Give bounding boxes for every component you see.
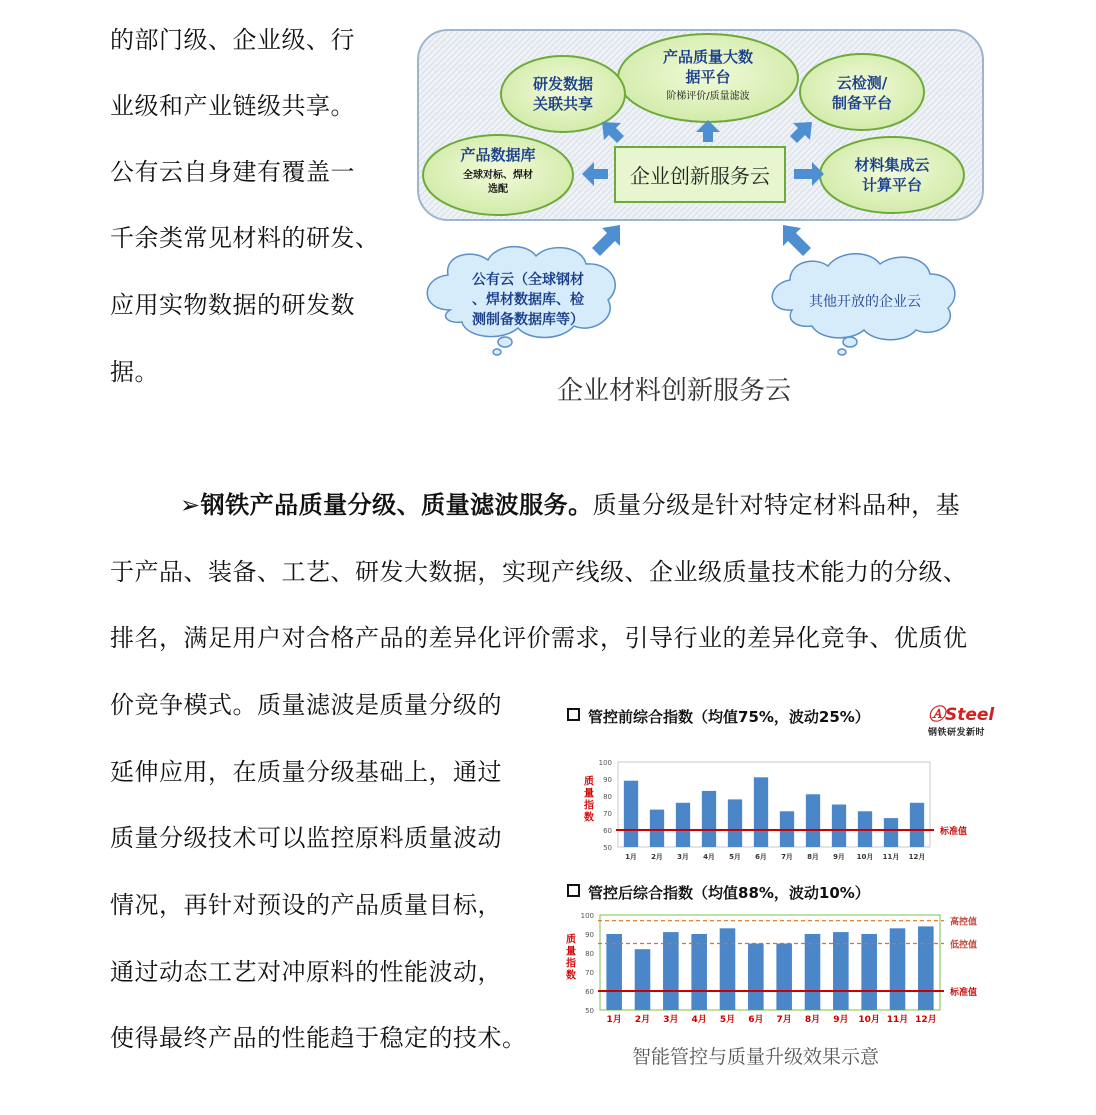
y-axis-label: 质量指数	[566, 934, 576, 982]
bar	[890, 928, 906, 1010]
y-tick-label: 90	[585, 931, 594, 939]
text-line: 使得最终产品的性能趋于稳定的技术。	[110, 1024, 527, 1052]
x-tick-label: 11月	[882, 853, 900, 861]
service-cloud-diagram	[410, 20, 990, 360]
reference-line-label: 低控值	[950, 940, 978, 951]
svg-text:材料集成云: 材料集成云	[854, 156, 930, 174]
plot-frame	[600, 915, 940, 1010]
bar	[702, 791, 716, 847]
x-tick-label: 7月	[781, 853, 793, 861]
y-tick-label: 80	[603, 793, 612, 801]
arrow-up-left-icon	[783, 225, 811, 256]
x-tick-label: 2月	[651, 853, 663, 861]
x-tick-label: 11月	[886, 1015, 909, 1025]
text-line: 公有云自身建有覆盖一	[110, 158, 355, 186]
x-tick-label: 7月	[776, 1015, 792, 1025]
x-tick-label: 3月	[663, 1015, 679, 1025]
bar	[624, 781, 638, 847]
cloud-test-node	[800, 54, 924, 130]
y-tick-label: 100	[598, 759, 612, 767]
y-tick-label: 50	[603, 844, 612, 852]
svg-text:公有云（全球钢材: 公有云（全球钢材	[472, 272, 584, 288]
figure-caption: 智能管控与质量升级效果示意	[632, 1046, 880, 1068]
chart-after	[560, 905, 990, 1035]
x-tick-label: 5月	[719, 1015, 736, 1025]
svg-text:关联共享: 关联共享	[532, 95, 594, 113]
text-line: 业级和产业链级共享。	[110, 92, 355, 120]
bar	[754, 777, 768, 847]
x-tick-label: 8月	[804, 1015, 821, 1025]
text-line: 价竞争模式。质量滤波是质量分级的	[110, 691, 502, 719]
x-tick-label: 9月	[833, 1015, 849, 1025]
svg-text:研发数据: 研发数据	[532, 75, 594, 93]
bar	[635, 949, 651, 1010]
text-line: 质量分级技术可以监控原料质量波动	[110, 824, 502, 852]
x-tick-label: 2月	[634, 1015, 651, 1025]
bar	[650, 810, 664, 847]
y-tick-label: 80	[585, 950, 594, 958]
svg-text:据平台: 据平台	[685, 68, 731, 86]
steel-logo	[928, 700, 998, 740]
text-line: 的部门级、企业级、行	[110, 26, 355, 54]
arrow-up-right-icon	[592, 225, 620, 256]
chart-before-title: 管控前综合指数（均值75%，波动25%）	[567, 706, 870, 727]
center-box-label: 企业创新服务云	[630, 164, 770, 188]
plot-frame	[618, 762, 930, 847]
y-tick-label: 90	[603, 776, 612, 784]
bar	[806, 794, 820, 847]
y-tick-label: 60	[585, 988, 594, 996]
x-tick-label: 5月	[729, 853, 741, 861]
svg-text:全球对标、焊材: 全球对标、焊材	[463, 170, 533, 181]
checkbox-icon	[567, 884, 580, 897]
svg-text:测制备数据库等）: 测制备数据库等）	[472, 312, 584, 328]
x-tick-label: 12月	[915, 1015, 937, 1025]
x-tick-label: 8月	[807, 853, 819, 861]
text-line: 延伸应用，在质量分级基础上，通过	[110, 758, 502, 786]
bar	[606, 934, 622, 1010]
section-first-line	[180, 490, 960, 520]
text-line: 于产品、装备、工艺、研发大数据，实现产线级、企业级质量技术能力的分级、	[110, 558, 968, 586]
bar	[691, 934, 707, 1010]
section-first-line-rest: 质量分级是针对特定材料品种，基	[592, 491, 961, 519]
text-line: 千余类常见材料的研发、	[110, 224, 380, 252]
x-tick-label: 10月	[856, 853, 874, 861]
svg-text:制备平台: 制备平台	[831, 94, 893, 112]
y-axis-label: 质量指数	[584, 776, 594, 824]
section-heading: 钢铁产品质量分级、质量滤波服务。	[200, 491, 593, 519]
reference-line-label: 标准值	[950, 988, 978, 998]
svg-text:其他开放的企业云: 其他开放的企业云	[809, 294, 921, 310]
x-tick-label: 12月	[908, 853, 926, 861]
bar	[728, 799, 742, 847]
reference-line-label: 高控值	[950, 917, 978, 928]
bar	[805, 934, 821, 1010]
svg-text:计算平台: 计算平台	[861, 176, 923, 194]
material-compute-node	[820, 137, 964, 213]
svg-text:云检测/: 云检测/	[836, 74, 888, 92]
bar	[776, 944, 792, 1011]
x-tick-label: 4月	[691, 1015, 707, 1025]
svg-text:产品质量大数: 产品质量大数	[662, 48, 754, 66]
y-tick-label: 100	[580, 912, 594, 920]
svg-text:选配: 选配	[488, 184, 508, 195]
logo-brand: ⒶSteel	[928, 705, 995, 725]
x-tick-label: 1月	[606, 1015, 622, 1025]
y-tick-label: 70	[603, 810, 612, 818]
bar	[720, 928, 736, 1010]
bar	[861, 934, 877, 1010]
x-tick-label: 6月	[755, 853, 767, 861]
chart-before	[560, 740, 990, 870]
rnd-data-node	[501, 56, 625, 132]
text-line: 情况，再针对预设的产品质量目标，	[110, 891, 502, 919]
bar	[884, 818, 898, 847]
x-tick-label: 6月	[748, 1015, 764, 1025]
x-tick-label: 10月	[858, 1015, 880, 1025]
chart-after-title: 管控后综合指数（均值88%，波动10%）	[567, 882, 870, 903]
y-tick-label: 70	[585, 969, 594, 977]
bar	[676, 803, 690, 847]
y-tick-label: 60	[603, 827, 612, 835]
text-line: 应用实物数据的研发数	[110, 291, 355, 319]
bar	[832, 805, 846, 848]
text-line: 排名，满足用户对合格产品的差异化评价需求，引导行业的差异化竞争、优质优	[110, 624, 968, 652]
bar	[748, 944, 764, 1011]
bar	[918, 926, 934, 1010]
svg-text:阶梯评价/质量滤波: 阶梯评价/质量滤波	[666, 91, 750, 102]
x-tick-label: 3月	[677, 853, 689, 861]
x-tick-label: 9月	[833, 853, 845, 861]
checkbox-icon	[567, 708, 580, 721]
bullet-icon: ➢	[180, 491, 201, 519]
text-line: 据。	[110, 358, 159, 386]
logo-subtitle: 钢铁研发新时	[928, 728, 986, 738]
diagram-caption: 企业材料创新服务云	[557, 376, 792, 406]
text-line: 通过动态工艺对冲原料的性能波动，	[110, 958, 502, 986]
x-tick-label: 1月	[625, 853, 637, 861]
x-tick-label: 4月	[703, 853, 715, 861]
svg-text:产品数据库: 产品数据库	[460, 146, 536, 164]
y-tick-label: 50	[585, 1007, 594, 1015]
svg-text:、焊材数据库、检: 、焊材数据库、检	[472, 292, 584, 308]
bar	[910, 803, 924, 847]
reference-line-label: 标准值	[940, 827, 968, 837]
